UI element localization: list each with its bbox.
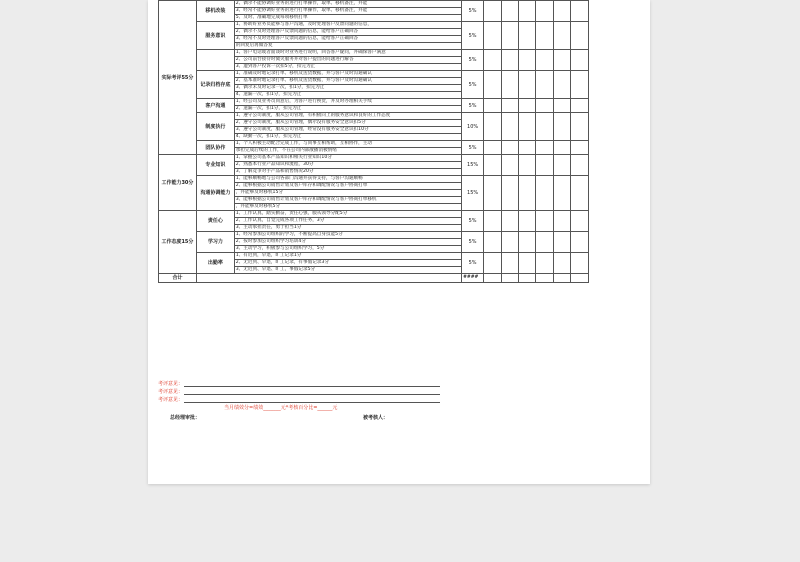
total-score-cell	[571, 274, 589, 283]
weight-cell: 15%	[462, 176, 484, 211]
score-cell[interactable]	[571, 211, 589, 232]
table-row	[159, 22, 589, 29]
item-name-cell	[196, 50, 234, 71]
table-row	[159, 176, 589, 183]
item-name-cell: 服务意识	[196, 22, 234, 50]
score-cell[interactable]	[518, 50, 535, 71]
criteria-cell: 3、经常不及时处理客户反馈问题的信息，能给客户正确回答	[234, 36, 461, 43]
score-cell[interactable]	[501, 99, 518, 113]
score-cell[interactable]	[571, 1, 589, 22]
score-cell[interactable]	[571, 141, 589, 155]
table-row	[159, 1, 589, 8]
criteria-cell: 3、了解竞争对手产品和销售情况20分	[234, 169, 461, 176]
appraisal-table	[158, 0, 589, 283]
score-cell[interactable]	[518, 99, 535, 113]
score-cell[interactable]	[501, 71, 518, 99]
score-cell[interactable]	[518, 155, 535, 176]
criteria-cell: 2、偶尔不能协调好业务的进行打单操作，取单、移机备注，并能	[234, 1, 461, 8]
score-cell[interactable]	[484, 99, 501, 113]
total-spacer	[196, 274, 461, 283]
weight-cell: 5%	[462, 253, 484, 274]
total-score-cell	[484, 274, 501, 283]
criteria-cell: 承担完成后续的工作，不在公司内部散播消极情绪	[234, 148, 461, 155]
score-cell[interactable]	[501, 176, 518, 211]
score-cell[interactable]	[553, 253, 570, 274]
score-cell[interactable]	[536, 232, 553, 253]
table-row	[159, 155, 589, 162]
score-cell[interactable]	[501, 211, 518, 232]
total-score-cell	[518, 274, 535, 283]
weight-cell: 10%	[462, 113, 484, 141]
manager-signature: 总经理审批：	[170, 415, 201, 421]
score-cell[interactable]	[484, 155, 501, 176]
score-cell[interactable]	[553, 176, 570, 211]
score-cell[interactable]	[553, 211, 570, 232]
total-row	[159, 274, 589, 283]
item-name-cell: 专业知识	[196, 155, 234, 176]
score-cell[interactable]	[536, 71, 553, 99]
score-cell[interactable]	[484, 113, 501, 141]
table-row	[159, 253, 589, 260]
score-cell[interactable]	[553, 113, 570, 141]
score-cell[interactable]	[501, 22, 518, 50]
score-cell[interactable]	[484, 22, 501, 50]
document-sheet	[148, 0, 650, 484]
score-cell[interactable]	[571, 50, 589, 71]
weight-cell: 5%	[462, 50, 484, 71]
score-cell[interactable]	[536, 113, 553, 141]
total-score-cell	[501, 274, 518, 283]
score-cell[interactable]	[571, 22, 589, 50]
comment-line-2	[184, 394, 440, 395]
score-cell[interactable]	[484, 253, 501, 274]
criteria-cell: 1、有迟到，早退，旷工记录1分	[234, 253, 461, 260]
score-cell[interactable]	[501, 1, 518, 22]
score-cell[interactable]	[484, 176, 501, 211]
score-cell[interactable]	[501, 113, 518, 141]
criteria-cell: 2、偶尔不及时处理客户反馈问题的信息，能给客户正确回答	[234, 29, 461, 36]
score-cell[interactable]	[518, 232, 535, 253]
score-cell[interactable]	[553, 50, 570, 71]
criteria-cell: 1、工作认真，踏实勤奋，责任心强，服从领导分配5分	[234, 211, 461, 218]
criteria-cell: 3、主动学习，积极参与公司组织学习，5分	[234, 246, 461, 253]
comment-line-1	[184, 386, 440, 387]
criteria-cell: 2、遗漏一次，扣1分，扣完为止	[234, 106, 461, 113]
score-cell[interactable]	[571, 113, 589, 141]
score-formula: 当月绩效分=绩效_______元*考核百分比=______元	[224, 405, 338, 411]
score-cell[interactable]	[518, 176, 535, 211]
score-cell[interactable]	[518, 1, 535, 22]
table-row	[159, 232, 589, 239]
score-cell[interactable]	[518, 22, 535, 50]
criteria-cell: 2、工作认真，自觉完成各项工作任务，3分	[234, 218, 461, 225]
score-cell[interactable]	[536, 211, 553, 232]
criteria-cell: 的回复后再做答复	[234, 43, 461, 50]
score-cell[interactable]	[553, 141, 570, 155]
dimension-cell: 工作能力30分	[159, 155, 197, 211]
score-cell[interactable]	[571, 71, 589, 99]
criteria-cell: 5、及时、准确地完成每项移机打单	[234, 15, 461, 22]
table-row	[159, 71, 589, 78]
item-name-cell: 记录归档存底	[196, 71, 234, 99]
score-cell[interactable]	[484, 211, 501, 232]
criteria-cell: 1、协助好业务员能够与客户沟通，及时处理客户反馈问题的信息，	[234, 22, 461, 29]
criteria-cell: 2、基本准时地记录打单、移机及送货数据，并与客户及时沟通确认	[234, 78, 461, 85]
score-cell[interactable]	[571, 232, 589, 253]
weight-cell: 5%	[462, 141, 484, 155]
table-row	[159, 141, 589, 148]
item-name-cell: 出勤率	[196, 253, 234, 274]
score-cell[interactable]	[536, 22, 553, 50]
criteria-cell: 2、无迟到、早退，旷工记录，有事假记录3分	[234, 260, 461, 267]
criteria-cell: 1、客户电话或者面谈时对业务进行说明，回答客户疑问，并确保客户满意	[234, 50, 461, 57]
total-score-cell	[536, 274, 553, 283]
score-cell[interactable]	[518, 141, 535, 155]
criteria-cell: 3、遭到客户投诉一次扣5分，扣完为止	[234, 64, 461, 71]
criteria-cell: 1、遵守公司制度，服从公司管理，有积极向上的服务意识和良好的工作态度	[234, 113, 461, 120]
score-cell[interactable]	[501, 232, 518, 253]
score-cell[interactable]	[571, 155, 589, 176]
score-cell[interactable]	[484, 1, 501, 22]
score-cell[interactable]	[536, 1, 553, 22]
criteria-cell: 1、准确及时地记录打单、移机及送货数据，并与客户及时沟通确认	[234, 71, 461, 78]
score-cell[interactable]	[518, 253, 535, 274]
score-cell[interactable]	[571, 253, 589, 274]
score-cell[interactable]	[536, 253, 553, 274]
criteria-cell: 3、偶尔未及时记录一次，扣1分，扣完为止	[234, 85, 461, 92]
score-cell[interactable]	[536, 176, 553, 211]
criteria-cell: 3、能够根据公司销售计划及客户库存和调配情况与客户协商打单移机	[234, 197, 461, 204]
item-name-cell: 沟通协调能力	[196, 176, 234, 211]
score-cell[interactable]	[484, 50, 501, 71]
reviewer-comment-1: 考评意见：	[158, 381, 184, 387]
score-cell[interactable]	[553, 22, 570, 50]
score-cell[interactable]	[484, 71, 501, 99]
weight-cell: 5%	[462, 1, 484, 22]
score-cell[interactable]	[571, 99, 589, 113]
criteria-cell: ，并能够及时移机15分	[234, 190, 461, 197]
criteria-cell: 1、经常参加公司组织的学习，不断提高自身技能5分	[234, 232, 461, 239]
score-cell[interactable]	[501, 50, 518, 71]
weight-cell: 5%	[462, 71, 484, 99]
criteria-cell: 1、个人积极主动配合完成工作，与同事互相帮助，互相协作，主动	[234, 141, 461, 148]
criteria-cell: 3、遵守公司制度，服从公司管理，经常没有服务安全意识扣10分	[234, 127, 461, 134]
item-name-cell: 移机改装	[196, 1, 234, 22]
criteria-cell: 2、公司前台接待时微笑服务并对客户提出的问题进行解答	[234, 57, 461, 64]
score-cell[interactable]	[536, 155, 553, 176]
employee-signature: 被考核人：	[363, 415, 389, 421]
table-row	[159, 50, 589, 57]
score-cell[interactable]	[553, 155, 570, 176]
total-score-cell	[553, 274, 570, 283]
score-cell[interactable]	[501, 141, 518, 155]
criteria-cell: 2、熟悉本行业产品知识和流程，30分	[234, 162, 461, 169]
score-cell[interactable]	[553, 71, 570, 99]
dimension-cell: 实际考评55分	[159, 1, 197, 155]
criteria-cell: ，并能够及时移机5分	[234, 204, 461, 211]
dimension-cell: 工作态度15分	[159, 211, 197, 274]
criteria-cell: 1、经公司及业务员同意后，为客户进行换货，并及时办理相关手续	[234, 99, 461, 106]
score-cell[interactable]	[501, 253, 518, 274]
criteria-cell: 2、遵守公司制度，服从公司管理，偶尔没有服务安全意识扣5分	[234, 120, 461, 127]
score-cell[interactable]	[536, 50, 553, 71]
score-cell[interactable]	[553, 232, 570, 253]
table-row	[159, 113, 589, 120]
criteria-cell: 3、经常不能协调好业务的进行打单操作，取单、移机备注，并能	[234, 8, 461, 15]
score-cell[interactable]	[501, 155, 518, 176]
criteria-cell: 2、按时参加公司组织学习培训4分	[234, 239, 461, 246]
criteria-cell: 2、能够根据公司销售计划及客户库存和调配情况与客户协商打单	[234, 183, 461, 190]
total-value: ####	[462, 274, 484, 283]
criteria-cell: 4、缺勤一次，扣1分，扣完为止	[234, 134, 461, 141]
weight-cell: 5%	[462, 22, 484, 50]
reviewer-comment-2: 考评意见：	[158, 389, 184, 395]
criteria-cell: 1、掌握公司基本产品知识和相关行业知识10分	[234, 155, 461, 162]
criteria-cell: 4、遗漏一次，扣1分，扣完为止	[234, 92, 461, 99]
score-cell[interactable]	[536, 141, 553, 155]
item-name-cell: 团队协作	[196, 141, 234, 155]
item-name-cell: 制度执行	[196, 113, 234, 141]
weight-cell: 15%	[462, 155, 484, 176]
item-name-cell: 学习力	[196, 232, 234, 253]
score-cell[interactable]	[571, 176, 589, 211]
reviewer-comment-3: 考评意见：	[158, 397, 184, 403]
weight-cell: 5%	[462, 99, 484, 113]
table-row	[159, 211, 589, 218]
score-cell[interactable]	[536, 99, 553, 113]
item-name-cell: 责任心	[196, 211, 234, 232]
score-cell[interactable]	[518, 211, 535, 232]
weight-cell: 5%	[462, 232, 484, 253]
score-cell[interactable]	[484, 141, 501, 155]
score-cell[interactable]	[484, 232, 501, 253]
comment-line-3	[184, 402, 440, 403]
score-cell[interactable]	[518, 113, 535, 141]
total-label: 合计	[159, 274, 197, 283]
weight-cell: 5%	[462, 211, 484, 232]
criteria-cell: 3、主动承担责任，勇于担当1分	[234, 225, 461, 232]
table-row	[159, 99, 589, 106]
score-cell[interactable]	[518, 71, 535, 99]
score-cell[interactable]	[553, 99, 570, 113]
criteria-cell: 3、无迟到、早退、旷工，事假记录5分	[234, 267, 461, 274]
item-name-cell: 客户沟通	[196, 99, 234, 113]
score-cell[interactable]	[553, 1, 570, 22]
criteria-cell: 1、能够顺畅地与公司各部门沟通并获得支持，与客户沟通顺畅	[234, 176, 461, 183]
